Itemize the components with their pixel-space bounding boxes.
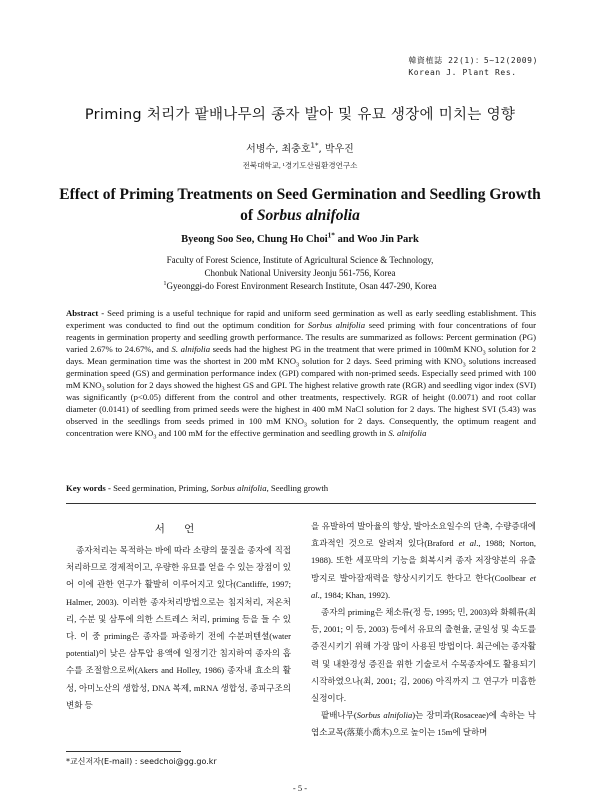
korean-authors-end: , 박우진 <box>318 144 354 155</box>
english-affil-line1: Faculty of Forest Science, Institute of Agricultural Science & Technology, <box>166 255 434 265</box>
abstract-sub: 3 <box>153 434 157 441</box>
intro-paragraph-continued <box>311 518 536 604</box>
english-title-line1: Effect of Priming Treatments on Seed Germination and Seedling Growth <box>59 186 541 203</box>
abstract-label: Abstract - <box>66 308 105 318</box>
footnote-divider <box>66 751 181 752</box>
abstract-text-4: solution for 2 days. Mean germination time was the shortest in 200 mM KNO <box>66 344 536 366</box>
intro-etal: et al <box>458 538 477 549</box>
abstract-text-7: solution for 2 days showed the highest GS and GPI. The highest relative growth rate (RGR) and seedling vigor index (SVI) was significantly (p<0.05) different from the control and other treatments, respectively. RGR of height (0.0071) and root collar diameter (0.0141) of seedling from primed seeds were the highest in 400 mM NaCl solution for 2 days. The highest SVI (5.43) was observed in the seedlings from seeds primed in 100 mM KNO <box>66 380 536 426</box>
english-affil-line3-text: Gyeonggi-do Forest Environment Research Institute, Osan 447-290, Korea <box>166 281 437 291</box>
english-affil-line3 <box>0 280 600 293</box>
abstract-sub: 3 <box>101 386 105 393</box>
page-number: - 5 - <box>292 783 308 793</box>
keywords <box>66 483 536 493</box>
abstract-text-2: seed priming with four concentrations of four reagents in germination property and seedling growth performance. The results are summarized as follows: Percent germination (PG) varied 2.67% to 24.67%, and <box>66 320 536 354</box>
intro-right-column <box>311 518 536 742</box>
korean-title: Priming 처리가 팥배나무의 종자 발아 및 유묘 생장에 미치는 영향 <box>84 107 516 123</box>
english-affil-sup: 1 <box>163 280 167 287</box>
journal-name: Korean J. Plant Res. <box>408 68 517 77</box>
english-title-line2 <box>0 205 600 226</box>
abstract-text-6: solutions increased germination speed (GS) and germination performance index (GPI) compared with non-primed seeds. Especially seed primed with 100 mM KNO <box>66 356 536 390</box>
corresponding-author-footnote: *교신저자(E-mail) : seedchoi@gg.go.kr <box>66 757 217 766</box>
section-divider <box>66 503 536 504</box>
intro-etal: et al <box>311 572 536 600</box>
keywords-species: Sorbus alnifolia <box>210 483 267 493</box>
intro-right-p1c: ., 1984; Khan, 1992). <box>317 589 391 600</box>
intro-right-p1: 을 유발하여 발아율의 향상, 발아소요일수의 단축, 수량증대에 효과적인 것으로 알려져 있다(Braford <box>311 521 536 549</box>
english-title <box>0 184 600 226</box>
intro-heading: 서 언 <box>154 523 203 535</box>
intro-right-p3a: 팥배나무( <box>321 710 357 721</box>
intro-paragraph-2: 종자의 priming은 채소류(정 등, 1995; 민, 2003)와 화훼류(최 등, 2001; 이 등, 2003) 등에서 유묘의 출현율, 균일성 및 속도를 증진시키기 위해 가장 많이 사용된 방법이다. 최근에는 종자활력 및 내환경성 증진을 위한 기술로서 수목종자에도 활용되기 시작하였으나(최, 2001; 김, 2006) 아직까지 그 연구가 미흡한 실정이다. <box>311 607 536 704</box>
english-authors-b: and Woo Jin Park <box>334 234 419 245</box>
abstract-text-9: and 100 mM for the effective germination and seedling growth in <box>156 428 389 438</box>
english-affiliation <box>0 254 600 293</box>
intro-paragraph-1: 종자처리는 목적하는 바에 따라 소량의 물질을 종자에 직접 처리하므로 경제적이고, 우량한 유묘를 얻을 수 있는 장점이 있어 이에 관한 연구가 활발히 이루어지고 있다(Cantliffe, 1997; Halmer, 2003). 이러한 종자처리방법으로는 침지처리, 저온처리, 수분 및 삼투에 의한 스트레스 처리, priming 등을 들 수 있다. 이 중 priming은 종자를 파종하기 전에 수분퍼텐셜(water potential)이 낮은 삼투압 용액에 일정기간 침지하여 종자의 흡수를 조절함으로써(Akers and Holley, 1986) 종자내 효소의 활성, 아미노산의 생합성, DNA 복제, mRNA 생합성, 종피구조의 변화 등 <box>66 545 291 710</box>
intro-right-p1b: ., 1988; Norton, 1988). 또한 세포막의 기능을 회복시켜 종자 저장양분의 유출방지로 발아잠재력을 향상시키기도 한다고 한다(Coolbear <box>311 538 536 583</box>
intro-species: Sorbus alnifolia <box>356 710 413 721</box>
korean-authors <box>0 140 600 155</box>
english-authors-a: Byeong Soo Seo, Chung Ho Choi <box>181 234 328 245</box>
intro-left-column <box>66 520 291 714</box>
korean-authors-main: 서병수, 최충호 <box>246 144 311 155</box>
abstract-sub: 3 <box>303 422 307 429</box>
intro-paragraph-3 <box>311 707 536 741</box>
english-authors <box>0 230 600 245</box>
abstract-sub: 3 <box>482 350 486 357</box>
journal-citation <box>408 55 538 79</box>
abstract-sub: 3 <box>462 362 466 369</box>
abstract-text-3: seeds had the highest PG in the treatment that were primed in 100mM KNO <box>210 344 483 354</box>
journal-volume: 韓資植誌 22(1)：5~12(2009) <box>408 56 538 65</box>
abstract-text-5: solution for 2 days. Seed priming with KNO <box>299 356 463 366</box>
korean-affiliation: 전북대학교, ¹경기도산림환경연구소 <box>242 161 358 170</box>
abstract-species-short: S. alnifolia <box>171 344 211 354</box>
abstract-species-end: S. alnifolia <box>388 428 427 438</box>
abstract-text-8: solution for 2 days. Consequently, the optimum reagent and concentration were KNO <box>66 416 536 438</box>
korean-author-sup: 1* <box>310 141 319 150</box>
english-title-prefix: of <box>240 207 257 224</box>
abstract-sub: 3 <box>296 362 300 369</box>
english-author-sup: 1* <box>327 230 335 240</box>
keywords-text-1: Seed germination, Priming, <box>110 483 211 493</box>
abstract-species: Sorbus alnifolia <box>307 320 366 330</box>
keywords-text-2: , Seedling growth <box>266 483 329 493</box>
abstract-text-1: Seed priming is a useful technique for rapid and uniform seed germination as well as early seedling establishment. This experiment was conducted to find out the optimum condition for <box>66 308 536 330</box>
keywords-label: Key words - <box>66 483 111 493</box>
english-title-species: Sorbus alnifolia <box>256 207 360 224</box>
english-affil-line2: Chonbuk National University Jeonju 561-756, Korea <box>204 268 396 278</box>
intro-right-p3b: )는 장미과(Rosaceae)에 속하는 낙엽소교목(落葉小喬木)으로 높이는 15m에 달하며 <box>311 710 536 738</box>
abstract <box>66 307 536 439</box>
